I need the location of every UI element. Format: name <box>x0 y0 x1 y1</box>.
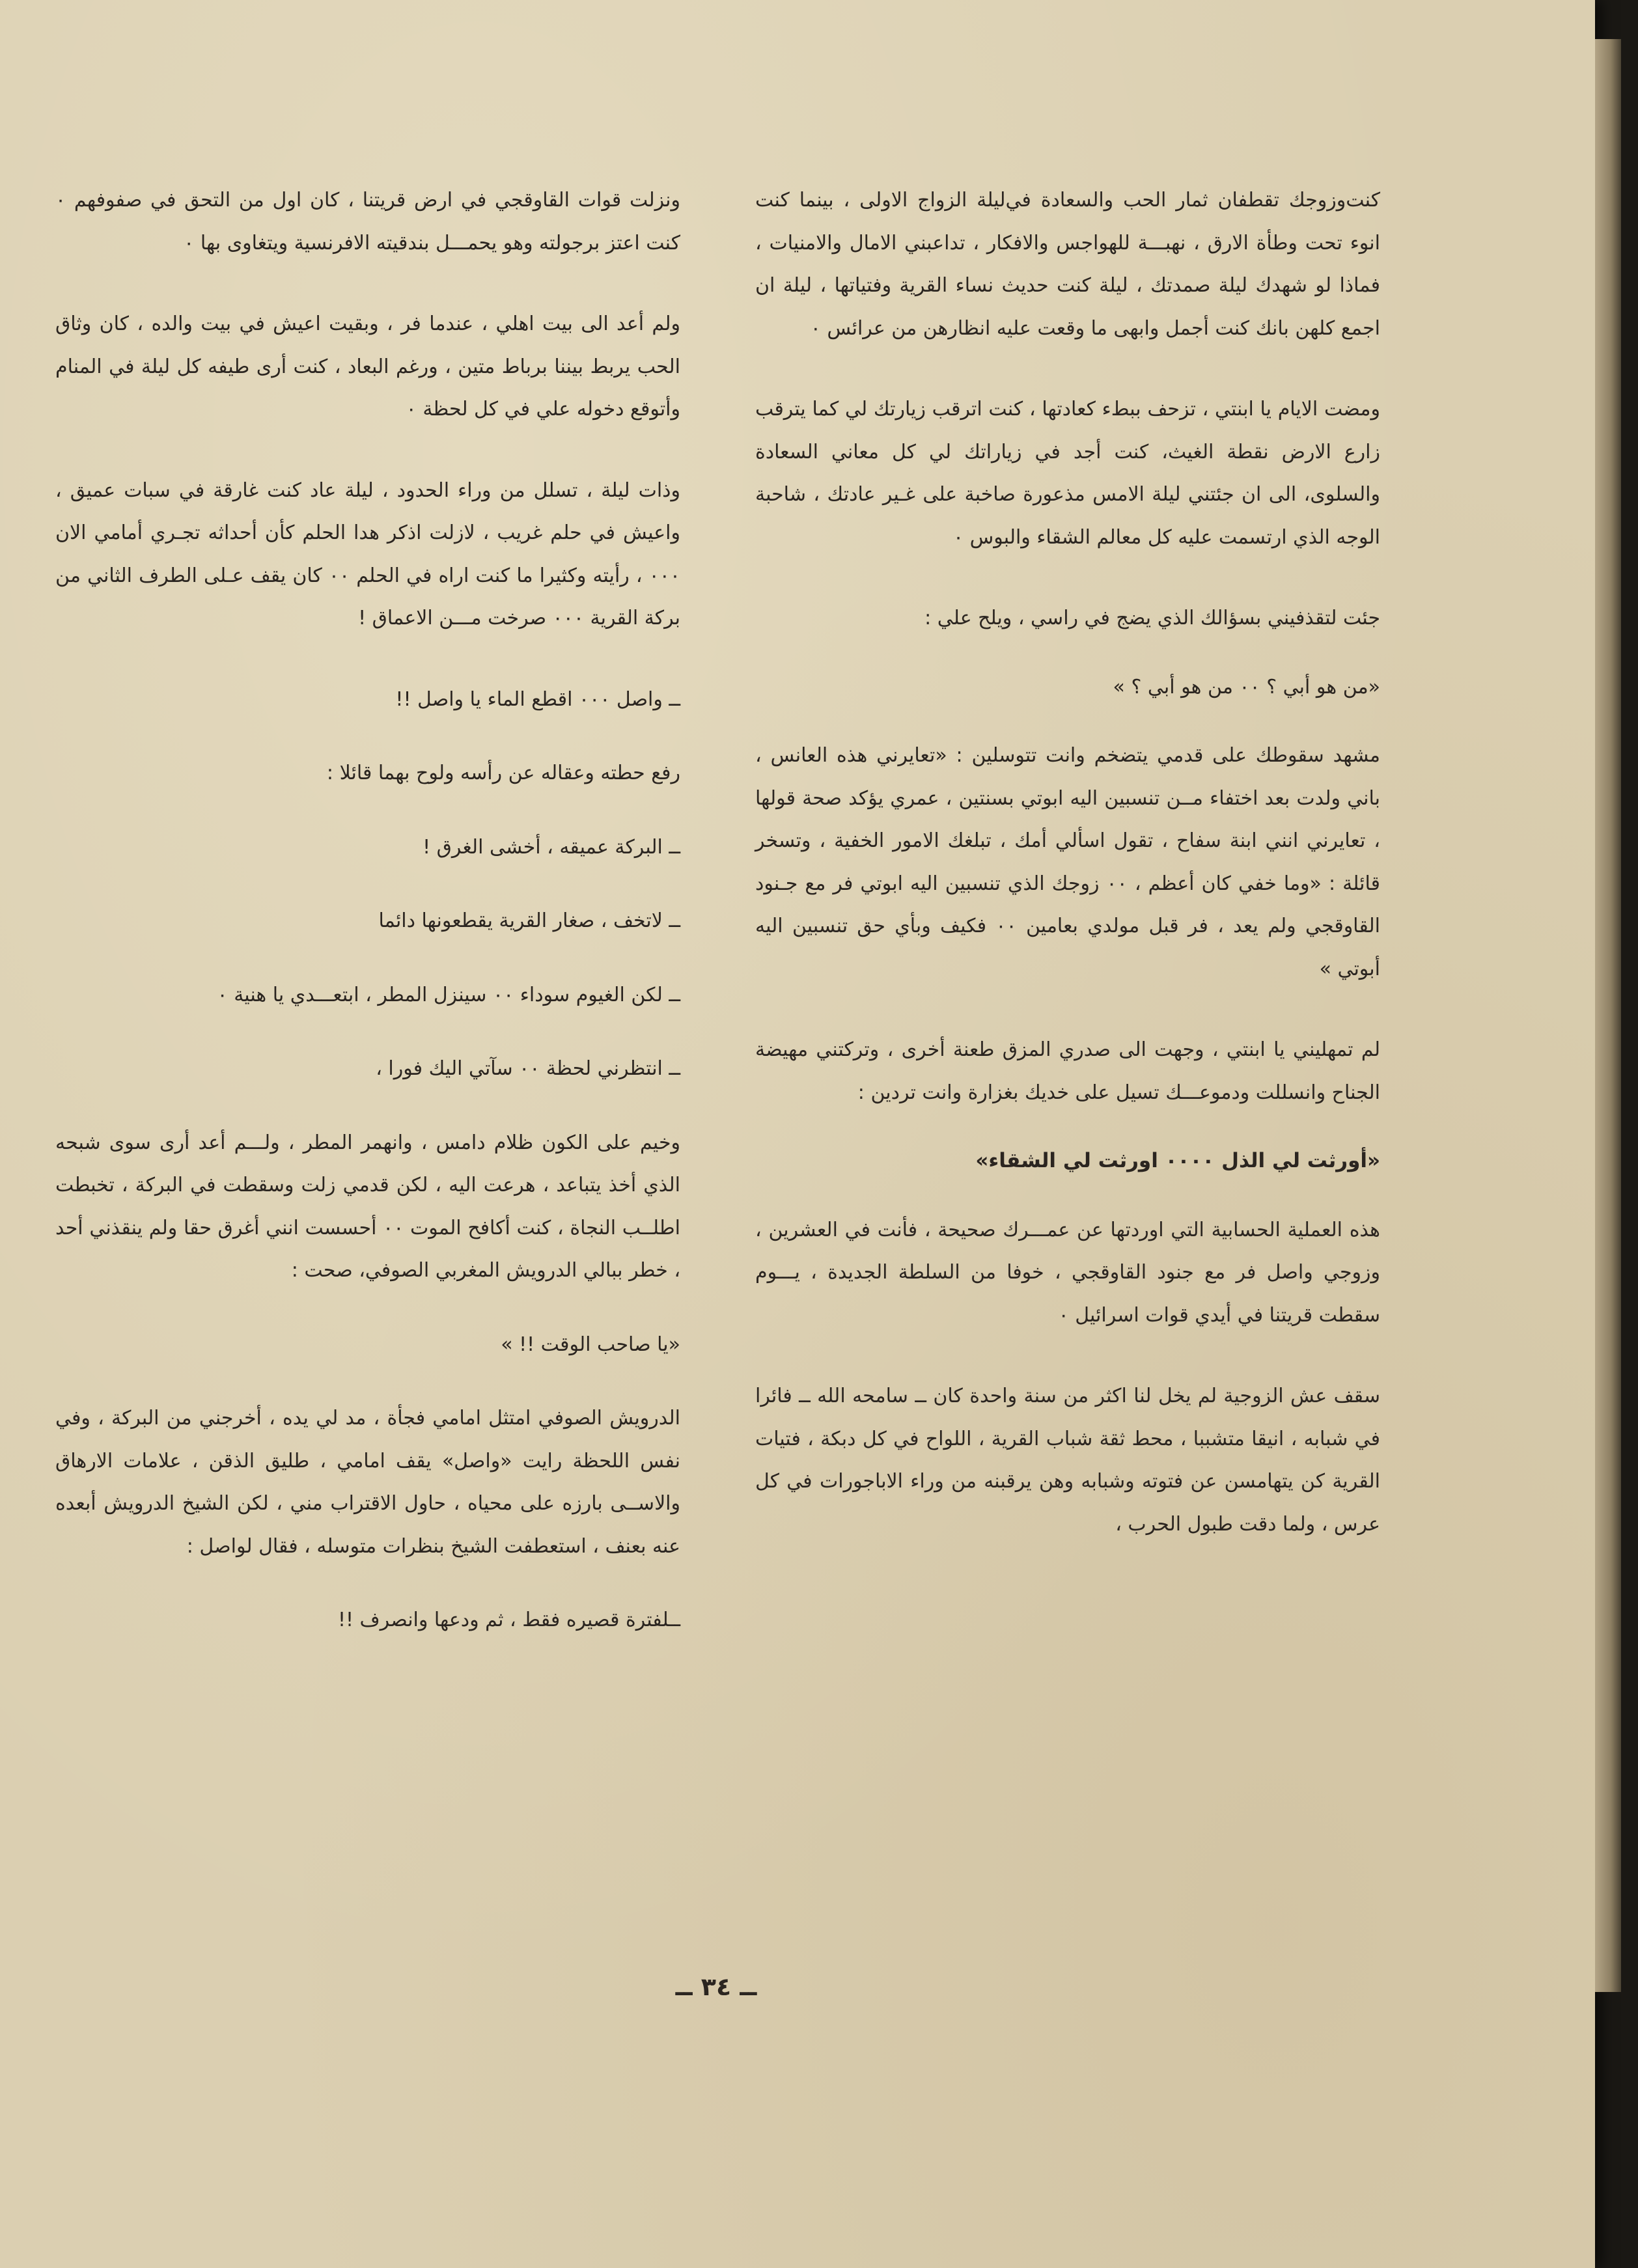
paragraph: سقف عش الزوجية لم يخل لنا اكثر من سنة واحدة كان ــ سامحه الله ــ فائرا في شبابه ، انيقا متشببا ، محط ثقة شباب القرية ، اللواح في كل دبكة ، فتيات القرية كن يتهامسن عن فتوته وشبابه وهن يرقبنه من وراء الاباجورات في كل عرس ، ولما دقت طبول الحرب ، <box>755 1385 1380 1536</box>
dialogue-line: ــ لكن الغيوم سوداء ٠٠ سينزل المطر ، ابتعـــدي يا هنية ٠ <box>217 983 680 1006</box>
paragraph: كنت‌وزوجك تقطفان ثمار الحب والسعادة في‌ليلة الزواج الاولى ، بينما كنت انوء تحت وطأة الارق ، نهبـــة للهواجس والافكار ، تداعبني الامال والامنيات ، فماذا لو شهدك ليلة صمدتك ، ليلة كنت حديث نساء القرية وفتياتها ، ليلة ان اجمع كلهن بانك كنت أجمل وابهى ما وقعت عليه انظارهن من عرائس ٠ <box>755 189 1380 340</box>
page-number: ــ ٣٤ ــ <box>675 1972 757 2001</box>
bold-quote-line: «أورثت لي الذل ٠٠٠٠ اورثت لي الشقاء» <box>975 1149 1380 1172</box>
dialogue-line: ــ لاتخف ، صغار القرية يقطعونها دائما <box>378 909 680 932</box>
page-edge <box>1595 39 1621 1992</box>
paragraph: ولم أعد الى بيت اهلي ، عندما فر ، وبقيت اعيش في بيت والده ، كان وثاق الحب يربط بيننا برباط متين ، ورغم البعاد ، كنت أرى طيفه كل ليلة في المنام وأتوقع دخوله علي في كل لحظة ٠ <box>55 312 680 421</box>
paragraph: مشهد سقوطك على قدمي يتضخم وانت تتوسلين : «تعايرني هذه العانس ، باني ولدت بعد اختفاء مــن تنسبين اليه ابوتي بسنتين ، عمري يؤكد صحة قولها ، تعايرني انني ابنة سفاح ، تقول اسألي أمك ، تبلغك الامور الخفية ، وتسخر قائلة : «وما خفي كان أعظم ، ٠٠ زوجك الذي تنسبين اليه ابوتي فر مع جـنود القاوقجي ولم يعد ، فر قبل مولدي بعامين ٠٠ فكيف وبأي حق تنسبين اليه أبوتي » <box>755 744 1380 980</box>
paragraph: لم تمهليني يا ابنتي ، وجهت الى صدري المزق طعنة أخرى ، وتركتني مهيضة الجناح وانسللت ودموعـــك تسيل على خديك بغزارة وانت تردين : <box>755 1038 1380 1104</box>
dialogue-line: ــ البركة عميقه ، أخشى الغرق ! <box>423 835 680 859</box>
quote-line: «من هو أبي ؟ ٠٠ من هو أبي ؟ » <box>1113 675 1380 698</box>
dialogue-line: ــ انتظرني لحظة ٠٠ سآتي اليك فورا ، <box>376 1057 680 1080</box>
paragraph: وذات ليلة ، تسلل من وراء الحدود ، ليلة عاد كنت غارقة في سبات عميق ، واعيش في حلم غريب ، لازلت اذكر هدا الحلم كأن أحداثه تجـري أمامي الان ٠٠٠ ، رأيته وكثيرا ما كنت اراه في الحلم ٠٠ كان يقف عـلى الطرف الثاني من بركة القرية ٠٠٠ صرخت مـــن الاعماق ! <box>55 478 680 629</box>
right-column <box>755 179 1380 1584</box>
paragraph: الدرويش الصوفي امتثل امامي فجأة ، مد لي يده ، أخرجني من البركة ، وفي نفس اللحظة رايت «واصل» يقف امامي ، طليق الذقن ، علامات الارهاق والاســى بارزه على محياه ، حاول الاقتراب مني ، لكن الشيخ الدرويش أبعده عنه بعنف ، استعطفت الشيخ بنظرات متوسله ، فقال لواصل : <box>55 1407 680 1558</box>
paragraph: وخيم على الكون ظلام دامس ، وانهمر المطر ، ولـــم أعد أرى سوى شبحه الذي أخذ يتباعد ، هرعت اليه ، لكن قدمي زلت وسقطت في البركة ، تخبطت اطلــب النجاة ، كنت أكافح الموت ٠٠ أحسست انني أغرق حقا ولم ينقذني أحد ، خطر ببالي الدرويش المغربي الصوفي، صحت : <box>55 1131 680 1282</box>
dialogue-line: ــلفترة قصيره فقط ، ثم ودعها وانصرف !! <box>337 1609 680 1631</box>
paragraph: رفع حطته وعقاله عن رأسه ولوح بهما قائلا : <box>326 762 680 784</box>
left-column <box>55 179 680 1673</box>
paragraph: جئت لتقذفيني بسؤالك الذي يضج في راسي ، ويلح علي : <box>924 607 1380 629</box>
dialogue-line: ــ واصل ٠٠٠ اقطع الماء يا واصل !! <box>395 687 680 711</box>
paragraph: ومضت الايام يا ابنتي ، تزحف ببطء كعادتها ، كنت اترقب زيارتك لي كما يترقب زارع الارض نقطة الغيث، كنت أجد في زياراتك لي كل معاني السعادة والسلوى، الى ان جئتني ليلة الامس مذعورة صاخبة على غـير عادتك ، شاحبة الوجه الذي ارتسمت عليه كل معالم الشقاء والبوس ٠ <box>755 398 1380 549</box>
paragraph: ونزلت قوات القاوقجي في ارض قريتنا ، كان اول من التحق في صفوفهم ٠ كنت اعتز برجولته وهو يحمـــل بندقيته الافرنسية ويتغاوى بها ٠ <box>55 189 680 255</box>
quote-line: «يا صاحب الوقت !! » <box>501 1333 680 1356</box>
paragraph: هذه العملية الحسابية التي اوردتها عن عمـــرك صحيحة ، فأنت في العشرين ، وزوجي واصل فر مع جنود القاوقجي ، خوفا من السلطة الجديدة ، يـــوم سقطت قريتنا في أيدي قوات اسرائيل ٠ <box>755 1218 1380 1327</box>
